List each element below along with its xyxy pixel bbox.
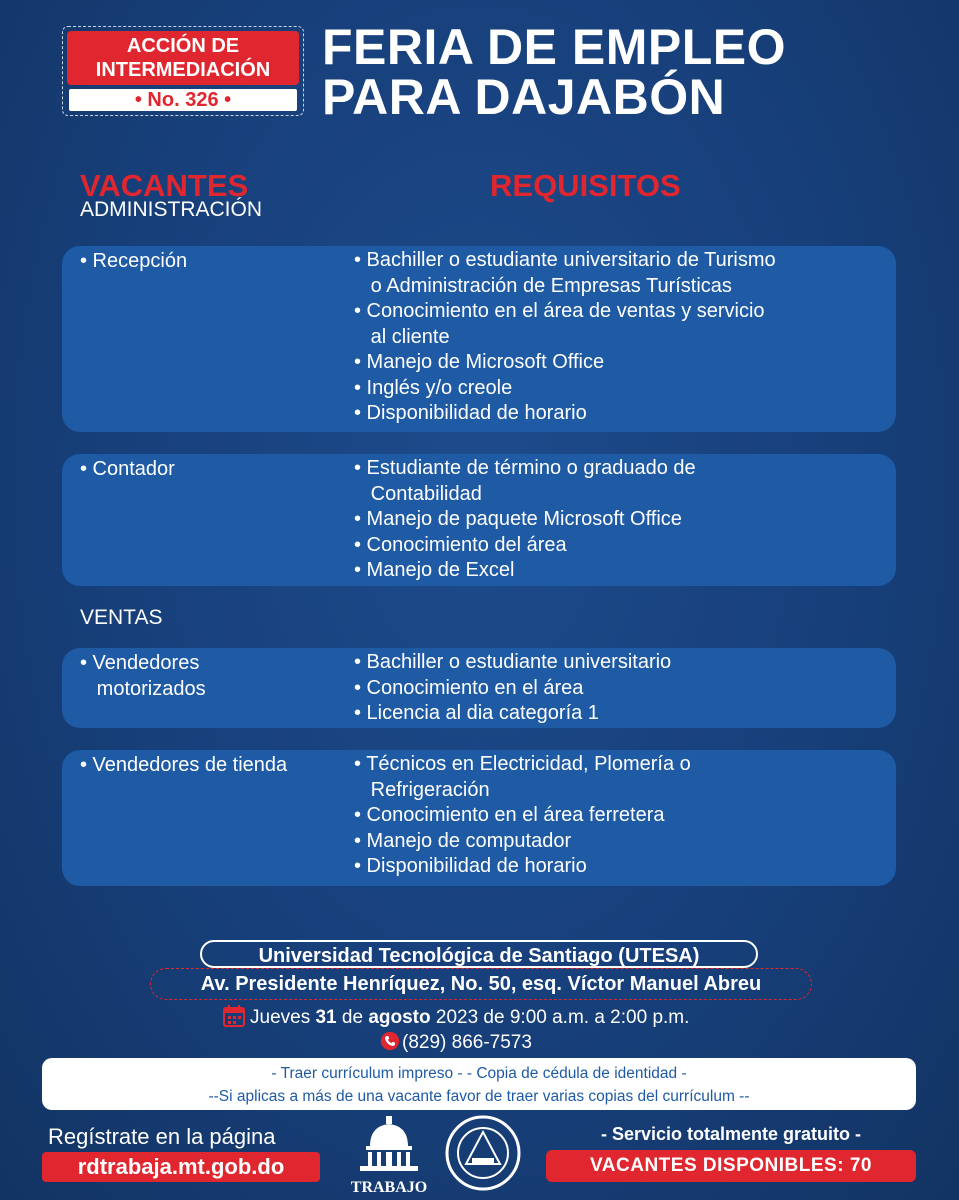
page-title (322, 19, 787, 125)
job-card-vendedores-tienda (62, 750, 896, 886)
ministerio-trabajo-logo (348, 1116, 430, 1194)
register-url[interactable]: rdtrabaja.mt.gob.do (42, 1152, 320, 1182)
section-ventas: VENTAS (80, 606, 163, 629)
requirement-item: o Administración de Empresas Turísticas (354, 274, 732, 297)
requirement-item: • Técnicos en Electricidad, Plomería o (354, 753, 691, 775)
note-line1: - Traer currículum impreso - - Copia de cédula de identidad - (271, 1065, 687, 1082)
badge-number: • No. 326 • (69, 89, 297, 111)
requirements-notes (42, 1058, 916, 1110)
requirement-item: • Estudiante de término o graduado de (354, 457, 696, 479)
date-month: agosto (368, 1007, 431, 1028)
badge-line1: ACCIÓN DE (126, 35, 240, 57)
requirement-item: al cliente (354, 325, 450, 348)
requirement-item: • Disponibilidad de horario (354, 402, 587, 424)
note-line2: --Si aplicas a más de una vacante favor de traer varias copias del currículum -- (208, 1088, 750, 1105)
job-card-recepcion (62, 246, 896, 432)
requirement-item: Refrigeración (354, 778, 490, 801)
capitol-dome-icon (348, 1116, 430, 1172)
intermediacion-badge (62, 26, 304, 116)
title-line2: PARA DAJABÓN (322, 69, 726, 125)
requirement-item: • Manejo de Microsoft Office (354, 351, 605, 373)
requirement-item: Contabilidad (354, 482, 482, 505)
free-service-text: - Servicio totalmente gratuito - (600, 1124, 862, 1144)
date-day: 31 (315, 1007, 337, 1028)
utesa-seal-icon (444, 1114, 522, 1192)
requirement-item: • Inglés y/o creole (354, 376, 513, 399)
badge-line2: INTERMEDIACIÓN (95, 59, 271, 81)
requirements-list (354, 650, 671, 727)
job-title: • Vendedores de tienda (80, 754, 288, 776)
contact-phone (380, 1030, 532, 1056)
requirements-list (354, 752, 691, 880)
job-card-vendedores-motorizados (62, 648, 896, 728)
requirements-list (354, 248, 776, 427)
phone-number: (829) 866-7573 (402, 1032, 532, 1053)
requirement-item: • Conocimiento en el área (354, 676, 584, 699)
requirement-item: • Bachiller o estudiante universitario de Turismo (354, 249, 776, 271)
section-administracion: ADMINISTRACIÓN (80, 198, 263, 221)
requirement-item: • Manejo de computador (354, 829, 572, 852)
event-date (222, 1004, 742, 1032)
job-card-contador (62, 454, 896, 586)
requirement-item: • Conocimiento del área (354, 533, 567, 556)
badge-title (67, 31, 299, 85)
date-connector: de (336, 1007, 369, 1028)
vacancies-available: VACANTES DISPONIBLES: 70 (546, 1150, 916, 1182)
register-text: Regístrate en la página (48, 1124, 276, 1149)
trabajo-label: TRABAJO (350, 1179, 428, 1196)
requirement-item: • Conocimiento en el área ferretera (354, 804, 665, 826)
requirement-item: • Manejo de paquete Microsoft Office (354, 508, 682, 530)
requirement-item: • Manejo de Excel (354, 559, 515, 581)
location-name: Universidad Tecnológica de Santiago (UTESA) (200, 940, 758, 968)
date-time: 2023 de 9:00 a.m. a 2:00 p.m. (430, 1007, 690, 1028)
date-prefix: Jueves (250, 1007, 316, 1028)
utesa-logo (444, 1114, 522, 1192)
calendar-icon (222, 1004, 246, 1028)
requisitos-header: REQUISITOS (490, 168, 681, 203)
vacantes-header: VACANTES (80, 168, 249, 203)
requirements-list (354, 456, 696, 584)
job-title: • Recepción (80, 250, 188, 272)
job-title: • Vendedores motorizados (80, 652, 206, 700)
location-address: Av. Presidente Henríquez, No. 50, esq. Víctor Manuel Abreu (150, 968, 812, 1000)
requirement-item: • Disponibilidad de horario (354, 855, 587, 877)
requirement-item: • Conocimiento en el área de ventas y servicio (354, 300, 765, 322)
requirement-item: • Licencia al dia categoría 1 (354, 702, 599, 724)
phone-icon (380, 1031, 400, 1051)
job-title: • Contador (80, 458, 175, 480)
requirement-item: • Bachiller o estudiante universitario (354, 651, 672, 673)
title-line1: FERIA DE EMPLEO (322, 19, 787, 75)
